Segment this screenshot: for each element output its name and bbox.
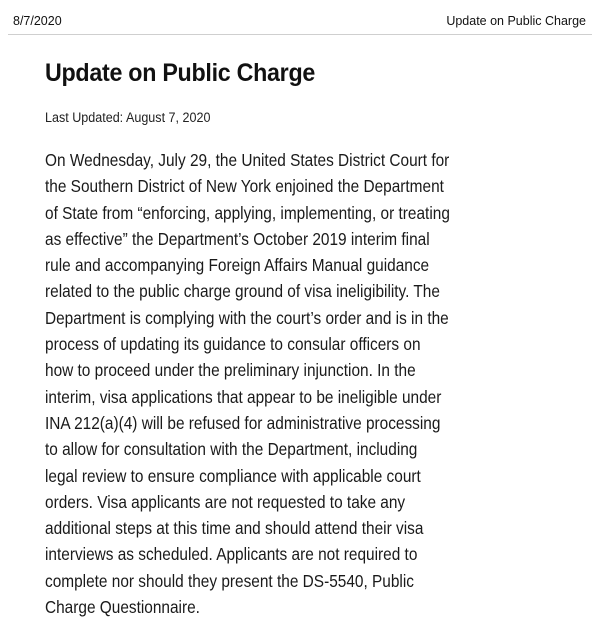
body-line: related to the public charge ground of visa ineligibility. The [45,281,440,302]
article-title: Update on Public Charge [45,59,316,87]
print-date: 8/7/2020 [13,14,62,28]
body-line: complete nor should they present the DS-5540, Public [45,570,414,591]
body-line: Department is complying with the court’s order and is in the [45,307,449,328]
header-divider [8,34,592,35]
print-page-title: Update on Public Charge [446,14,586,28]
body-line: to allow for consultation with the Department, including [45,439,418,460]
body-line: as effective” the Department’s October 2019 interim final [45,228,430,249]
print-header [0,0,600,34]
body-line: how to proceed under the preliminary injunction. In the [45,360,416,381]
body-line: additional steps at this time and should attend their visa [45,518,424,539]
body-line: the Southern District of New York enjoined the Department [45,176,444,197]
body-line: legal review to ensure compliance with applicable court [45,465,421,486]
body-line: interviews as scheduled. Applicants are not required to [45,544,418,565]
body-line: interim, visa applications that appear to be ineligible under [45,386,442,407]
last-updated-date: Last Updated: August 7, 2020 [45,110,211,125]
body-line: rule and accompanying Foreign Affairs Manual guidance [45,255,430,276]
article [45,56,585,620]
body-line: On Wednesday, July 29, the United States District Court for [45,150,450,170]
body-line: process of updating its guidance to consular officers on [45,334,421,355]
article-body [45,147,585,620]
body-line: Charge Questionnaire. [45,597,200,618]
body-line: of State from “enforcing, applying, implementing, or treating [45,202,450,223]
body-line: orders. Visa applicants are not requested to take any [45,491,406,512]
body-line: INA 212(a)(4) will be refused for administrative processing [45,412,441,433]
